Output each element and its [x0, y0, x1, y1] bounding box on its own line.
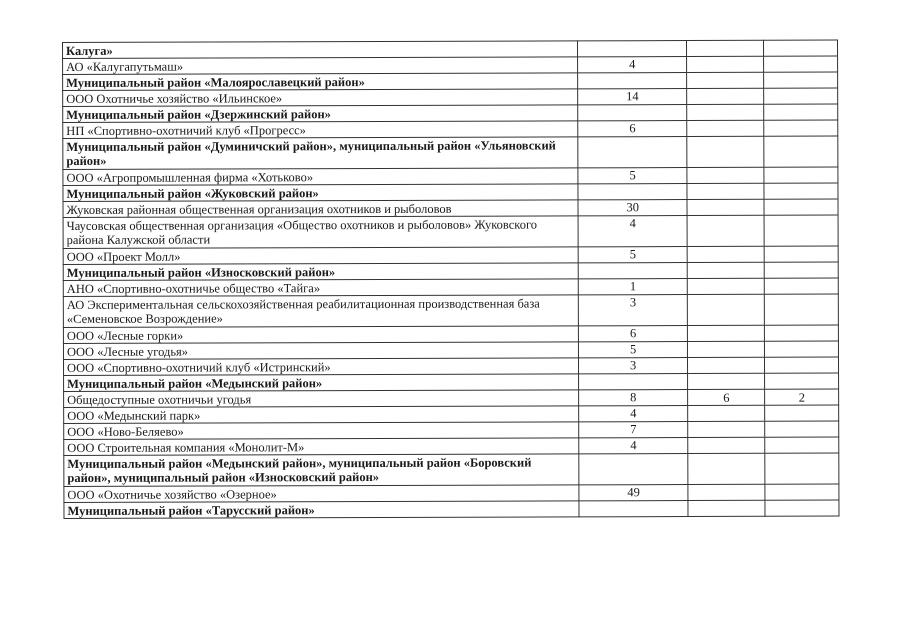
quota-column-3-cell	[764, 72, 838, 88]
quota-column-2-cell	[687, 167, 765, 183]
quota-column-3-cell	[764, 199, 838, 215]
quota-column-2-cell	[687, 341, 765, 357]
quota-total-cell	[579, 501, 688, 517]
quota-total-cell	[579, 263, 688, 279]
quota-column-3-cell: 2	[765, 389, 839, 405]
organization-name-cell: Общедоступные охотничьи угодья	[64, 390, 579, 408]
quota-total-cell: 14	[578, 89, 687, 105]
table-body	[63, 40, 839, 518]
quota-total-cell	[578, 105, 687, 121]
organization-name-cell: ООО «Охотничье хозяйство «Озерное»	[64, 485, 579, 503]
quota-total-cell: 7	[579, 422, 688, 438]
table-row	[63, 215, 838, 248]
quota-column-2-cell	[687, 294, 765, 325]
quota-total-cell	[578, 73, 687, 89]
organization-name-cell: НП «Спортивно-охотничий клуб «Прогресс»	[63, 121, 578, 139]
quota-column-2-cell	[688, 437, 766, 453]
district-header-row	[64, 453, 839, 486]
quota-column-3-cell	[765, 500, 839, 516]
quota-column-2-cell	[687, 56, 765, 72]
quota-total-cell: 6	[578, 121, 687, 137]
quota-column-2-cell	[688, 421, 766, 437]
quota-total-cell: 4	[579, 438, 688, 454]
quota-column-2-cell	[687, 262, 765, 278]
quota-total-cell	[578, 137, 687, 168]
quota-total-cell: 3	[579, 358, 688, 374]
district-name-cell: Муниципальный район «Думиничский район», муниципальный район «Ульяновский район»	[63, 137, 578, 170]
district-header-row	[64, 500, 839, 518]
quota-column-3-cell	[764, 104, 838, 120]
quota-column-3-cell	[765, 421, 839, 437]
quota-column-2-cell	[688, 484, 766, 500]
quota-column-3-cell	[765, 405, 839, 421]
quota-total-cell: 49	[579, 485, 688, 501]
quota-column-3-cell	[765, 437, 839, 453]
quota-table	[62, 40, 839, 519]
quota-total-cell: 5	[578, 168, 687, 184]
organization-name-cell: ООО «Ново-Беляево»	[64, 422, 579, 440]
quota-total-cell	[578, 184, 687, 200]
organization-name-cell: Чаусовская общественная организация «Общество охотников и рыболовов» Жуковского района Калужской области	[63, 216, 578, 249]
quota-total-cell: 5	[578, 247, 687, 263]
quota-total-cell: 8	[579, 390, 688, 406]
quota-column-2-cell	[687, 72, 765, 88]
district-name-cell: Муниципальный район «Дзержинский район»	[63, 105, 578, 123]
quota-column-2-cell	[687, 215, 765, 246]
quota-column-2-cell	[687, 88, 765, 104]
quota-column-2-cell	[688, 500, 766, 516]
quota-column-3-cell	[765, 215, 839, 246]
quota-column-2-cell	[687, 199, 765, 215]
quota-column-3-cell	[765, 484, 839, 500]
organization-name-cell: ООО «Проект Молл»	[63, 247, 578, 265]
quota-column-2-cell	[688, 453, 766, 484]
organization-name-cell: Жуковская районная общественная организация охотников и рыболовов	[63, 200, 578, 218]
quota-column-2-cell	[687, 120, 765, 136]
district-header-row	[63, 136, 838, 169]
quota-total-cell: 3	[579, 295, 688, 326]
quota-column-3-cell	[765, 453, 839, 484]
quota-column-2-cell: 6	[688, 389, 766, 405]
quota-column-3-cell	[764, 56, 838, 72]
district-name-cell: Муниципальный район «Медынский район», муниципальный район «Боровский район», муниципальный район «Износковский район»	[64, 454, 579, 487]
quota-total-cell: 4	[579, 406, 688, 422]
quota-total-cell: 4	[578, 216, 687, 247]
quota-column-2-cell	[686, 40, 764, 56]
district-name-cell: Муниципальный район «Малоярославецкий район»	[63, 73, 578, 91]
quota-column-3-cell	[765, 357, 839, 373]
organization-name-cell: ООО Строительная компания «Монолит-М»	[64, 438, 579, 456]
district-name-cell: Муниципальный район «Жуковский район»	[63, 184, 578, 202]
district-name-cell: Муниципальный район «Медынский район»	[64, 374, 579, 392]
table-row	[63, 294, 838, 327]
quota-column-3-cell	[764, 40, 838, 56]
quota-column-3-cell	[765, 262, 839, 278]
quota-column-2-cell	[687, 183, 765, 199]
quota-column-2-cell	[687, 136, 765, 167]
organization-name-cell: ООО «Спортивно-охотничий клуб «Истринский»	[63, 358, 578, 376]
quota-total-cell: 4	[578, 57, 687, 73]
quota-column-2-cell	[688, 405, 766, 421]
quota-column-3-cell	[765, 278, 839, 294]
quota-total-cell	[578, 41, 687, 57]
organization-name-cell: ООО Охотничье хозяйство «Ильинское»	[63, 89, 578, 107]
quota-total-cell: 1	[579, 279, 688, 295]
quota-column-3-cell	[765, 325, 839, 341]
quota-column-3-cell	[765, 246, 839, 262]
quota-column-2-cell	[688, 373, 766, 389]
district-name-cell: Муниципальный район «Тарусский район»	[64, 501, 579, 519]
quota-column-3-cell	[765, 294, 839, 325]
quota-column-3-cell	[764, 88, 838, 104]
quota-total-cell	[579, 454, 688, 485]
district-name-cell: Муниципальный район «Износковский район»	[63, 263, 578, 281]
quota-total-cell	[579, 374, 688, 390]
organization-name-cell: ООО «Лесные горки»	[63, 326, 578, 344]
quota-column-3-cell	[764, 167, 838, 183]
organization-name-cell: ООО «Медынский парк»	[64, 406, 579, 424]
quota-column-3-cell	[764, 120, 838, 136]
quota-column-2-cell	[687, 246, 765, 262]
quota-column-2-cell	[687, 325, 765, 341]
quota-column-3-cell	[765, 373, 839, 389]
organization-name-cell: ООО «Лесные угодья»	[63, 342, 578, 360]
quota-total-cell: 5	[579, 342, 688, 358]
quota-column-3-cell	[765, 341, 839, 357]
organization-name-cell: АНО «Спортивно-охотничье общество «Тайга»	[63, 279, 578, 297]
quota-column-3-cell	[764, 183, 838, 199]
quota-column-2-cell	[687, 104, 765, 120]
quota-column-2-cell	[687, 278, 765, 294]
quota-total-cell: 30	[578, 200, 687, 216]
quota-total-cell: 6	[579, 326, 688, 342]
organization-name-cell: АО «Калугапутьмаш»	[63, 57, 578, 75]
organization-name-cell: ООО «Агропромышленная фирма «Хотьково»	[63, 168, 578, 186]
quota-column-3-cell	[764, 136, 838, 167]
quota-column-2-cell	[687, 357, 765, 373]
district-name-cell: Калуга»	[63, 41, 578, 59]
organization-name-cell: АО Экспериментальная сельскохозяйственная реабилитационная производственная база «Семеновское Возрождение»	[63, 295, 578, 328]
